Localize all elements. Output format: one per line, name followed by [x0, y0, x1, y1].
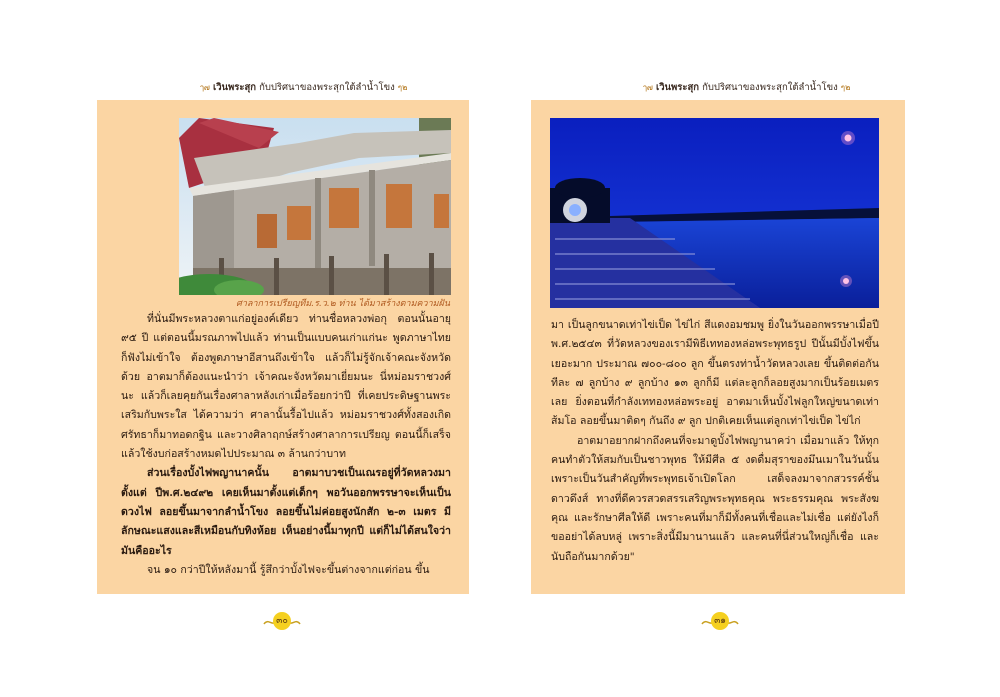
ornament-right: ๆ๒	[397, 83, 408, 92]
page-number-text: ๓๐	[276, 616, 288, 626]
paragraph: ส่วนเรื่องบั้งไฟพญานาคนั้น อาตมาบวชเป็นเณรอยู่ที่วัดหลวงมาตั้งแต่ ปีพ.ศ.๒๔๙๒ เคยเห็นมาตั้งแต่เด็กๆ พอวันออกพรรษาจะเห็นเป็นดวงไฟ ลอยขึ้นมาจากลำน้ำโขง ลอยขึ้นไม่ค่อยสูงนักสัก ๒-๓ เมตร มีลักษณะแสงและสีเหมือนกับทิงห้อย เห็นอย่างนี้มาทุกปี แต่ก็ไม่ได้สนใจว่ามันคืออะไร	[121, 467, 451, 557]
right-running-head	[643, 80, 850, 95]
ornament-left: ๅ๗	[643, 83, 653, 92]
page-number-text: ๓๑	[714, 616, 726, 626]
mekong-night-photo	[550, 118, 879, 308]
paragraph: อาตมาอยากฝากถึงคนที่จะมาดูบั้งไฟพญานาคว่า เมื่อมาแล้ว ให้ทุกคนทำตัวให้สมกับเป็นชาวพุทธ ให้มีศีล ๕ งดดื่มสุราของมึนเมาในวันนั้น เพราะเป็นวันสำคัญที่พระพุทธเจ้าเปิดโลก เสด็จลงมาจากสวรรค์ชั้นดาวดึงส์ ทางที่ดีควรสวดสรรเสริญพระพุทธคุณ พระธรรมคุณ พระสังฆคุณ และรักษาศีลให้ดี เพราะคนที่มาก็มีทั้งคนที่เชื่อและไม่เชื่อ แต่ยังไงก็ขออย่าได้ลบหลู่ เพราะสิ่งนี้มีมานานแล้ว และคนที่นี่ส่วนใหญ่ก็เชื่อ และนับถือกันมากด้วย"	[551, 434, 879, 563]
photo-caption: ศาลาการเปรียญทีม.ร.ว.๒ ท่าน ได้มาสร้างตามความฝัน	[236, 299, 450, 309]
paragraph: ที่นั่นมีพระหลวงตาแก่อยู่องค์เดียว ท่านชื่อหลวงพ่อกุ ตอนนั้นอายุ ๙๕ ปี แต่ตอนนี้มรณภาพไปแล้ว ท่านเป็นแบบคนเก่าแก่นะ พูดภาษาไทยก็ฟังไม่เข้าใจ ต้องพูดภาษาอีสานถึงเข้าใจ แล้วก็ไม่รู้จักเจ้าคณะจังหวัดด้วย อาตมาก็ต้องแนะนำว่า เจ้าคณะจังหวัดมาเยี่ยมนะ นี่หม่อมราชวงศ์นะ แล้วก็เลยคุยกันเรื่องศาลาหลังเก่าเมื่อร้อยกว่าปี ที่เคยประดิษฐานพระเสริมกับพระใส ได้ความว่า ศาลานั้นรื้อไปแล้ว หม่อมราชวงศ์ทั้งสองเกิดศรัทธาก็มาทอดกฐิน และวางศิลาฤกษ์สร้างศาลาการเปรียญ ตอนนี้ก็เสร็จแล้วใช้งบก่อสร้างหมดไปประมาณ ๓ ล้านกว่าบาท	[121, 313, 451, 461]
left-text-column	[121, 310, 451, 580]
ornament-right: ๆ๒	[840, 83, 851, 92]
ornament-left: ๅ๗	[200, 83, 210, 92]
right-page-number	[700, 610, 740, 632]
paragraph: จน ๑๐ กว่าปีให้หลังมานี้ รู้สึกว่าบั้งไฟจะขึ้นต่างจากแต่ก่อน ขึ้น	[147, 563, 430, 576]
book-title: เวินพระสุก	[655, 82, 700, 93]
book-subtitle: กับปริศนาของพระสุกใต้ลำน้ำโขง	[702, 82, 838, 93]
book-title: เวินพระสุก	[212, 82, 257, 93]
book-subtitle: กับปริศนาของพระสุกใต้ลำน้ำโขง	[259, 82, 395, 93]
paragraph: มา เป็นลูกขนาดเท่าไข่เป็ด ไข่ไก่ สีแดงอมชมพู ยิ่งในวันออกพรรษาเมื่อปี พ.ศ.๒๕๔๓ ที่วัดหลวงของเรามีพิธีเททองหล่อพระพุทธรูป ปีนั้นมีบั้งไฟขึ้นเยอะมาก ประมาณ ๗๐๐-๘๐๐ ลูก ขึ้นตรงท่าน้ำวัดหลวงเลย ขึ้นติดต่อกันทีละ ๗ ลูกบ้าง ๙ ลูกบ้าง ๑๓ ลูกก็มี แต่ละลูกก็ลอยสูงมากเป็นร้อยเมตรเลย ยิ่งตอนที่กำลังเททองหล่อพระอยู่ อาตมาเห็นบั้งไฟลูกใหญ่ขนาดเท่าส้มโอ ลอยขึ้นมาติดๆ กันถึง ๙ ลูก ปกติเคยเห็นแต่ลูกเท่าไข่เป็ด ไข่ไก่	[551, 319, 879, 428]
house-photo	[179, 118, 451, 295]
left-page-number	[262, 610, 302, 632]
left-running-head	[200, 80, 407, 95]
right-text-column	[551, 316, 879, 567]
